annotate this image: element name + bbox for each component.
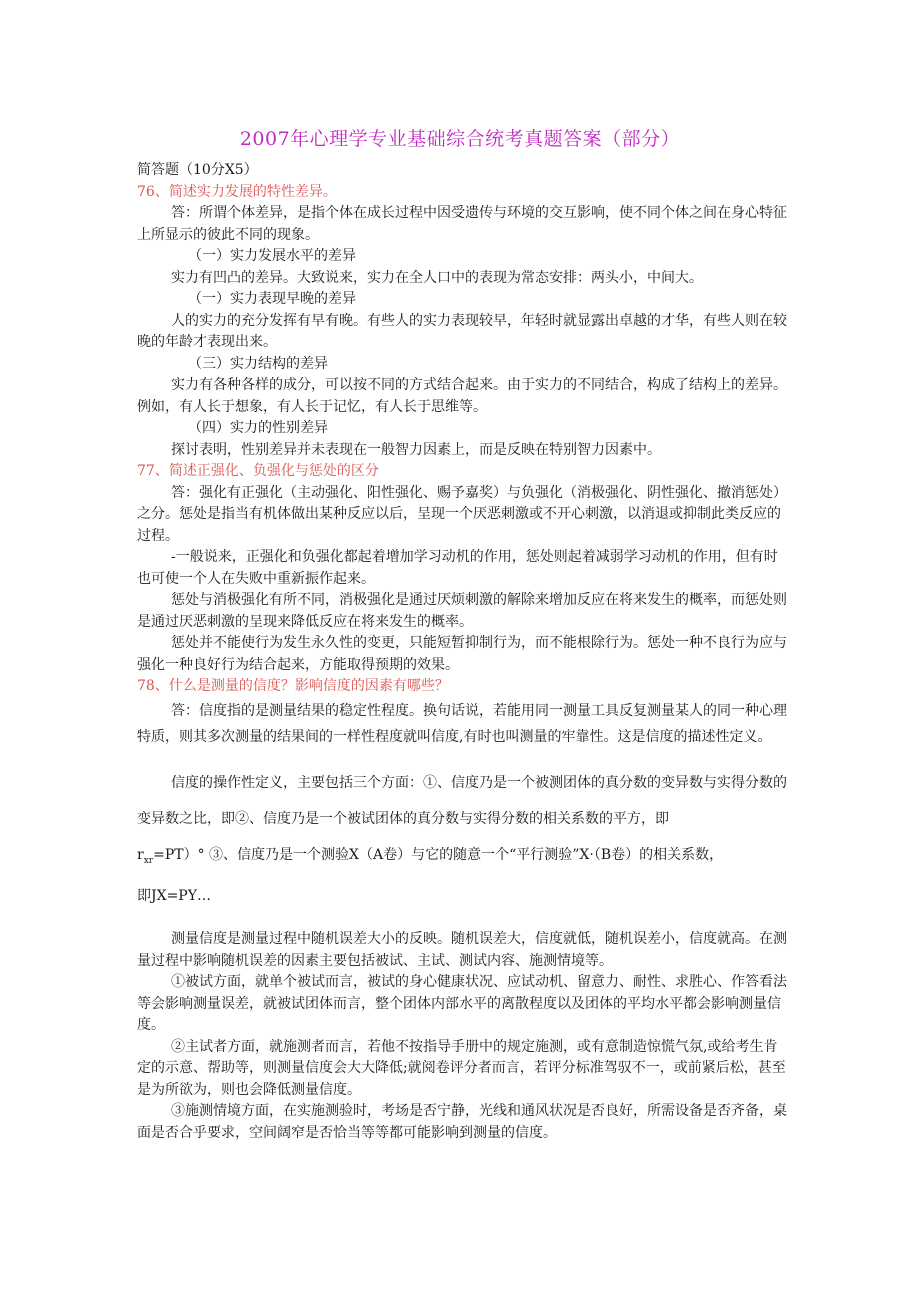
q78-paragraph-3: ②主试者方面，就施测者而言，若他不按指导手册中的规定施测，或有意制造惊慌气氛,或给考生肯定的示意、帮助等，则测量信度会大大降低;就阅卷评分者而言，若评分标准驾驭不一，或前紧后松，甚至是为所欲为，则也会降低测量信度。 — [137, 1038, 786, 1098]
q76-heading-1: （一）实力发展水平的差异 — [188, 248, 356, 264]
question-77: 77、简述正强化、负强化与惩处的区分 — [137, 463, 379, 479]
answer-77: 答：强化有正强化（主动强化、阳性强化、赐予嘉奖）与负强化（消极强化、阴性强化、撤消惩处）之分。惩处是指当有机体做出某种反应以后，呈现一个厌恶刺激或不开心刺激，以消退或抑制此类反应的过程。 — [137, 484, 787, 544]
q78-paragraph-4: ③施测情境方面，在实施测验时，考场是否宁静，光线和通风状况是否良好，所需设备是否齐备，桌面是否合乎要求，空间阔窄是否恰当等等都可能影响到测量的信度。 — [137, 1103, 787, 1141]
document-body — [137, 160, 787, 1144]
q76-paragraph-1: 实力有凹凸的差异。大致说来，实力在全人口中的表现为常态安排：两头小，中间大。 — [171, 269, 703, 286]
q78-paragraph-2: ①被试方面，就单个被试而言，被试的身心健康状况、应试动机、留意力、耐性、求胜心、作答看法等会影响测量误差，就被试团体而言，整个团体内部水平的离散程度以及团体的平均水平都会影响测量信度。 — [137, 974, 787, 1034]
answer-78: 答：信度指的是测量结果的稳定性程度。换句话说，若能用同一测量工具反复测量某人的同一种心理特质，则其多次测量的结果间的一样性程度就叫信度,有时也叫测量的牢靠性。这是信度的描述性定义。 — [137, 702, 787, 745]
formula-rest: =PT）° ③、信度乃是一个测验X（A卷）与它的随意一个“平行测验”X·（B卷）的相关系数， — [153, 846, 724, 863]
question-78: 78、什么是测量的信度？影响信度的因素有哪些？ — [137, 678, 449, 694]
spacer — [137, 914, 787, 929]
formula-r: r — [137, 846, 144, 863]
document-title: 2007年心理学专业基础综合统考真题答案（部分） — [239, 128, 681, 150]
q76-heading-2: （一）实力表现早晚的差异 — [188, 291, 356, 307]
q76-heading-4: （四）实力的性别差异 — [188, 420, 328, 436]
section-heading: 简答题（10分X5） — [137, 162, 258, 178]
answer-76: 答：所谓个体差异，是指个体在成长过程中因受遗传与环境的交互影响，使不同个体之间在身心特征上所显示的彼此不同的现象。 — [137, 205, 787, 243]
formula-subscript: xr — [143, 855, 154, 866]
q77-paragraph-2: 惩处与消极强化有所不同，消极强化是通过厌烦刺激的解除来增加反应在将来发生的概率，而惩处则是通过厌恶刺激的呈现来降低反应在将来发生的概率。 — [137, 592, 787, 630]
question-76: 76、简述实力发展的特性差异。 — [137, 183, 337, 200]
q78-paragraph-1: 测量信度是测量过程中随机误差大小的反映。随机误差大，信度就低，随机误差小，信度就高。在测量过程中影响随机误差的因素主要包括被试、主试、测试内容、施测情境等。 — [137, 931, 787, 969]
q77-paragraph-1: -一般说来，正强化和负强化都起着增加学习动机的作用，惩处则起着减弱学习动机的作用，但有时也可使一个人在失败中重新振作起来。 — [137, 549, 778, 587]
q76-paragraph-2: 人的实力的充分发挥有早有晚。有些人的实力表现较早，年轻时就显露出卓越的才华，有些人则在较晚的年龄才表现出来。 — [137, 312, 787, 350]
spacer — [137, 750, 787, 765]
q78-operational-formula-end: 即JX=PY… — [137, 888, 211, 905]
q76-paragraph-4: 探讨表明，性别差异并未表现在一般智力因素上，而是反映在特别智力因素中。 — [171, 441, 661, 458]
q77-paragraph-3: 惩处并不能使行为发生永久性的变更，只能短暂抑制行为，而不能根除行为。惩处一种不良行为应与强化一种良好行为结合起来，方能取得预期的效果。 — [137, 635, 787, 673]
q78-operational-formula-line — [137, 837, 787, 879]
q78-operational-definition: 信度的操作性定义，主要包括三个方面：①、信度乃是一个被测团体的真分数的变异数与实得分数的变异数之比，即②、信度乃是一个被试团体的真分数与实得分数的相关系数的平方，即 — [137, 774, 787, 827]
q76-heading-3: （三）实力结构的差异 — [188, 355, 328, 372]
q76-paragraph-3: 实力有各种各样的成分，可以按不同的方式结合起来。由于实力的不同结合，构成了结构上的差异。例如，有人长于想象，有人长于记忆，有人长于思维等。 — [137, 377, 787, 415]
